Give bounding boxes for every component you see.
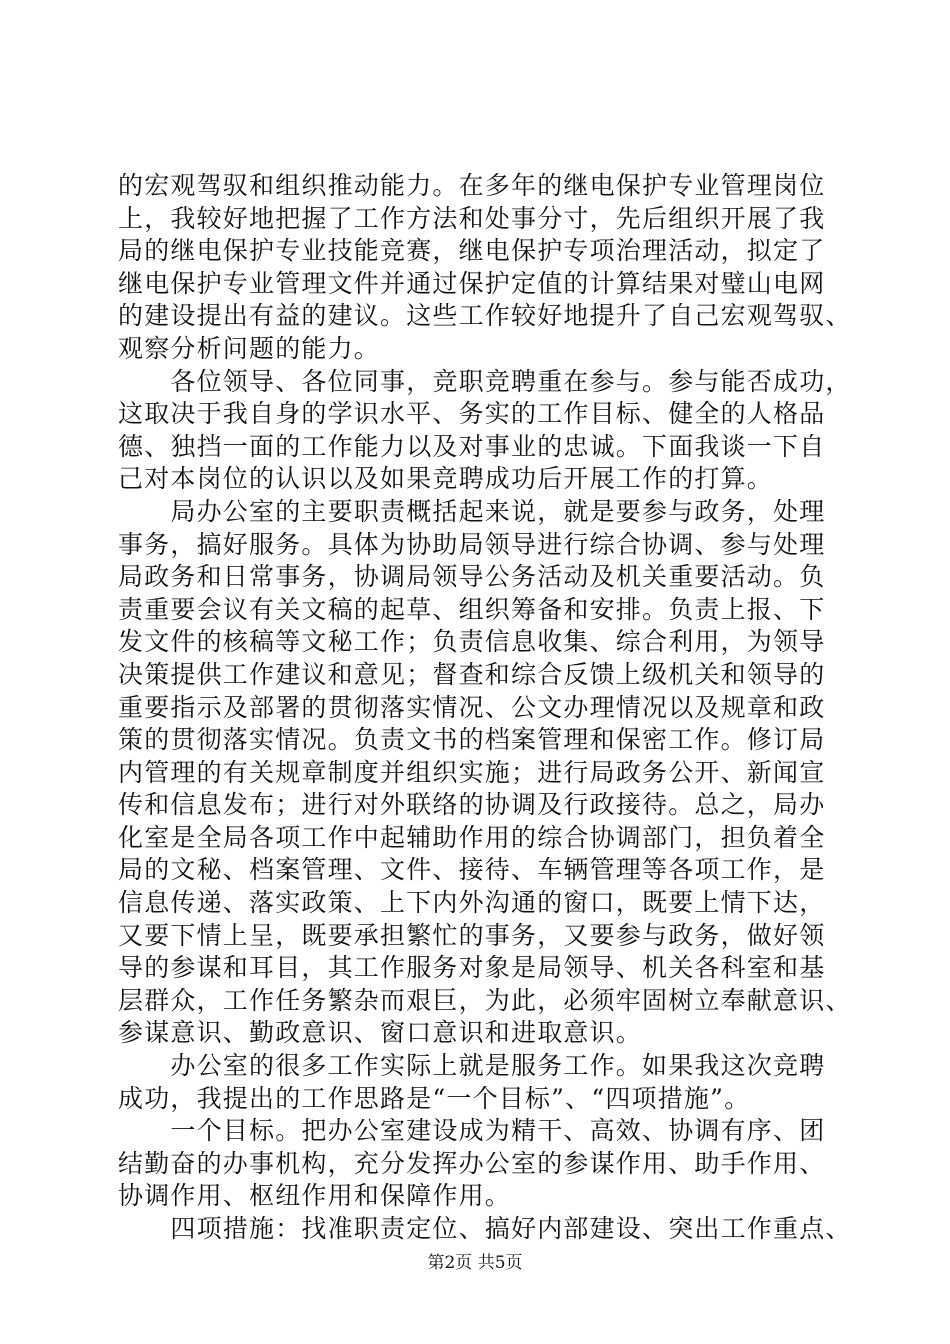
text-line: 传和信息发布；进行对外联络的协调及行政接待。总之，局办 [118, 790, 826, 820]
text-line: 四项措施：找准职责定位、搞好内部建设、突出工作重点、 [118, 1214, 852, 1243]
text-line: 重要指示及部署的贯彻落实情况、公文办理情况以及规章和政 [118, 692, 826, 722]
text-line: 层群众，工作任务繁杂而艰巨，为此，必须牢固树立奉献意识、 [118, 985, 852, 1015]
text-line: 各位领导、各位同事，竞职竞聘重在参与。参与能否成功， [118, 366, 852, 396]
text-line: 协调作用、枢纽作用和保障作用。 [118, 1181, 512, 1211]
text-line: 德、独挡一面的工作能力以及对事业的忠诚。下面我谈一下自 [118, 431, 826, 461]
text-line: 观察分析问题的能力。 [118, 333, 381, 363]
text-line: 策的贯彻落实情况。负责文书的档案管理和保密工作。修订局 [118, 725, 826, 755]
text-line: 责重要会议有关文稿的起草、组织筹备和安排。负责上报、下 [118, 594, 826, 624]
text-line: 参谋意识、勤政意识、窗口意识和进取意识。 [118, 1018, 643, 1048]
text-line: 决策提供工作建议和意见；督查和综合反馈上级机关和领导的 [118, 659, 826, 689]
document-body [118, 170, 858, 1246]
text-line: 事务，搞好服务。具体为协助局领导进行综合协调、参与处理 [118, 529, 826, 559]
text-line: 成功，我提出的工作思路是“一个目标”、“四项措施”。 [118, 1083, 751, 1113]
text-line: 局政务和日常事务，协调局领导公务活动及机关重要活动。负 [118, 562, 826, 592]
text-line: 的建设提出有益的建议。这些工作较好地提升了自己宏观驾驭、 [118, 301, 852, 331]
text-line: 信息传递、落实政策、上下内外沟通的窗口，既要上情下达， [118, 888, 826, 918]
text-line: 结勤奋的办事机构，充分发挥办公室的参谋作用、助手作用、 [118, 1148, 826, 1178]
text-line: 的宏观驾驭和组织推动能力。在多年的继电保护专业管理岗位 [118, 171, 826, 200]
text-line: 又要下情上呈，既要承担繁忙的事务，又要参与政务，做好领 [118, 920, 826, 950]
text-line: 一个目标。把办公室建设成为精干、高效、协调有序、团 [118, 1116, 826, 1146]
text-line: 化室是全局各项工作中起辅助作用的综合协调部门，担负着全 [118, 822, 826, 852]
page-footer: 第2页 共5页 [427, 1253, 523, 1273]
text-line: 内管理的有关规章制度并组织实施；进行局政务公开、新闻宣 [118, 757, 826, 787]
text-line: 办公室的很多工作实际上就是服务工作。如果我这次竞聘 [118, 1051, 826, 1081]
text-line: 局的继电保护专业技能竞赛，继电保护专项治理活动，拟定了 [118, 236, 826, 266]
text-line: 局办公室的主要职责概括起来说，就是要参与政务，处理 [118, 496, 826, 526]
text-line: 继电保护专业管理文件并通过保护定值的计算结果对璧山电网 [118, 268, 826, 298]
text-line: 导的参谋和耳目，其工作服务对象是局领导、机关各科室和基 [118, 953, 826, 983]
text-line: 上，我较好地把握了工作方法和处事分寸，先后组织开展了我 [118, 203, 826, 233]
text-line: 这取决于我自身的学识水平、务实的工作目标、健全的人格品 [118, 399, 826, 429]
text-line: 发文件的核稿等文秘工作；负责信息收集、综合利用，为领导 [118, 627, 826, 657]
text-line: 局的文秘、档案管理、文件、接待、车辆管理等各项工作，是 [118, 855, 826, 885]
text-line: 己对本岗位的认识以及如果竞聘成功后开展工作的打算。 [118, 464, 774, 494]
